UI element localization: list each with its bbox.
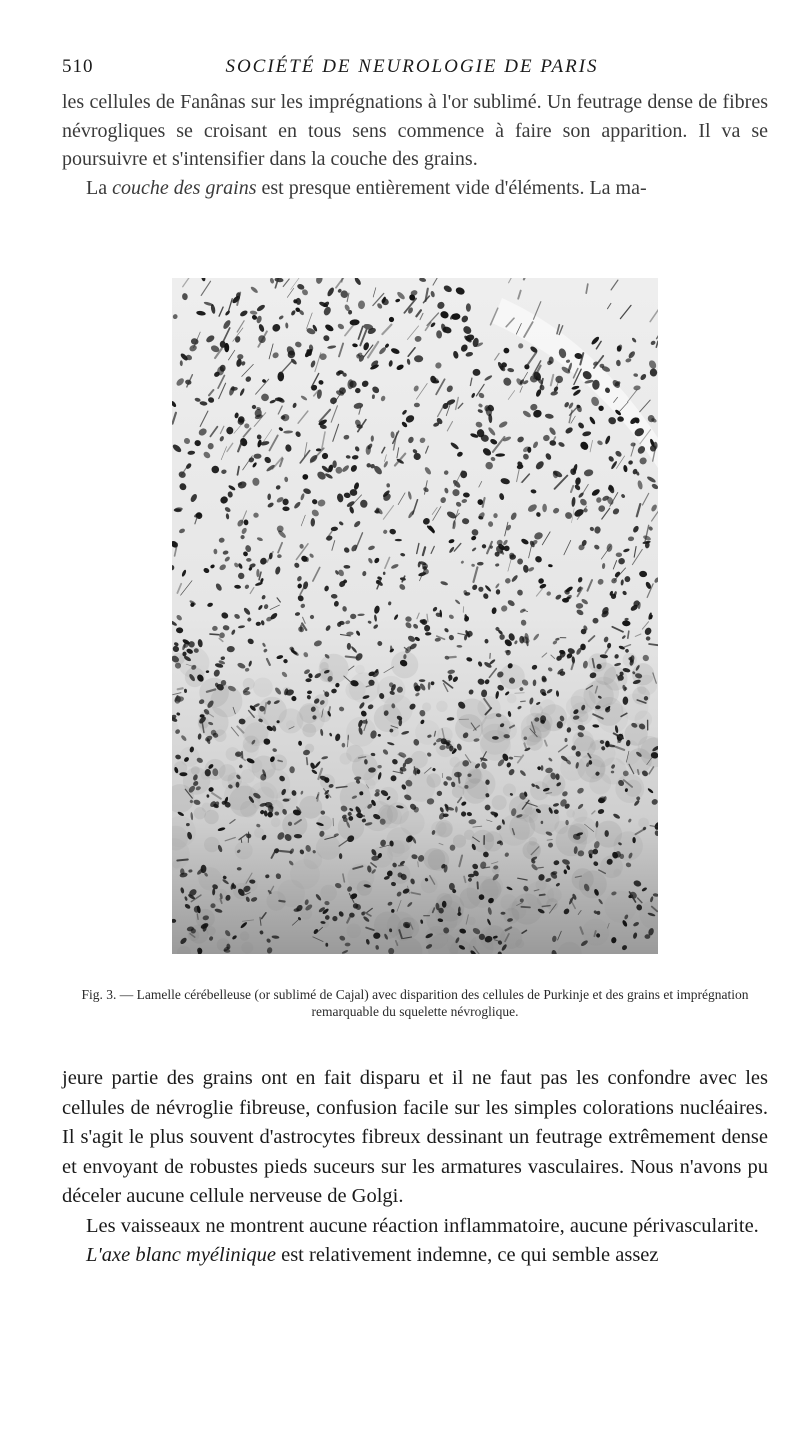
caption-label: Fig. 3. — (81, 987, 134, 1002)
mottle-shade (277, 880, 305, 908)
glial-fibre (307, 758, 308, 765)
glial-fibre (357, 815, 364, 816)
nucleus-dot (433, 380, 440, 383)
glial-fibre (450, 676, 451, 681)
mottle-shade (467, 917, 475, 925)
glial-fibre (177, 860, 188, 861)
glial-fibre (628, 631, 629, 638)
italic-term: L'axe blanc myélinique (86, 1244, 276, 1266)
mottle-shade (282, 812, 307, 837)
page-header (62, 56, 762, 84)
mottle-shade (242, 741, 259, 758)
mottle-shade (613, 869, 621, 877)
mottle-shade (570, 817, 598, 845)
paragraph-white-axis (62, 1241, 768, 1271)
paragraph-continued: les cellules de Fanânas sur les imprégnations à l'or sublimé. Un feutrage dense de fibres névrogliques se croisant en tous sens commence à faire son apparition. Il va se poursuivre et s'intensifier dans la couche des grains. (62, 91, 768, 170)
figure-caption (62, 986, 768, 1020)
page-number: 510 (62, 56, 94, 77)
mottle-shade (240, 931, 250, 941)
mottle-shade (464, 830, 474, 840)
mottle-shade (572, 868, 594, 890)
mottle-shade (411, 751, 428, 768)
mottle-shade (320, 885, 337, 902)
mottle-shade (485, 833, 494, 842)
glial-fibre (649, 644, 658, 645)
nucleus-dot (414, 403, 420, 408)
figure-micrograph (172, 278, 658, 954)
nucleus-dot (466, 303, 471, 312)
mottle-shade (638, 818, 649, 829)
glial-fibre (521, 907, 530, 908)
nucleus-dot (236, 782, 240, 788)
paragraph-text: est presque entièrement vide d'éléments. La ma- (256, 176, 647, 199)
nucleus-dot (179, 772, 187, 776)
mottle-shade (545, 778, 563, 796)
glial-fibre (399, 865, 403, 866)
mottle-shade (435, 820, 453, 838)
mottle-shade (365, 779, 376, 790)
mottle-shade (436, 701, 447, 712)
mottle-shade (585, 759, 605, 779)
glial-fibre (458, 773, 459, 783)
glial-fibre (542, 906, 550, 907)
mottle-shade (500, 927, 522, 949)
mottle-shade (421, 876, 438, 893)
mottle-shade (241, 769, 255, 783)
mottle-shade (450, 757, 461, 768)
nucleus-dot (611, 771, 614, 774)
mottle-shade (204, 837, 220, 853)
mottle-shade (235, 841, 253, 859)
mottle-shade (492, 795, 507, 810)
mottle-shade (566, 809, 575, 818)
mottle-shade (204, 810, 219, 825)
bottom-text-block (62, 1064, 768, 1271)
italic-term: couche des grains (112, 176, 257, 199)
caption-text: Lamelle cérébelleuse (or sublimé de Cajal) avec disparition des cellules de Purkinje et des grains et imprégnation remarquable du squelette névroglique. (136, 987, 749, 1019)
mottle-shade (299, 703, 319, 723)
mottle-shade (253, 678, 273, 698)
mottle-shade (503, 784, 516, 797)
glial-fibre (594, 931, 595, 936)
glial-fibre (178, 688, 183, 689)
micrograph-image (172, 278, 658, 954)
nucleus-dot (414, 355, 423, 362)
glial-fibre (514, 756, 520, 757)
glial-fibre (484, 867, 490, 868)
running-title: SOCIÉTÉ DE NEUROLOGIE DE PARIS (225, 56, 599, 77)
glial-fibre (210, 634, 219, 635)
nucleus-dot (347, 643, 351, 650)
mottle-shade (357, 880, 372, 895)
mottle-shade (321, 920, 329, 928)
glial-fibre (197, 914, 198, 919)
paragraph-vessels: Les vaisseaux ne montrent aucune réaction inflammatoire, aucune périvascularite. (86, 1214, 759, 1237)
glial-fibre (346, 657, 358, 658)
glial-fibre (638, 770, 639, 774)
paragraph-majority: jeure partie des grains ont en fait disparu et il ne faut pas les confondre avec les cellules de névroglie fibreuse, confusion facile sur les simples colorations nucléaires. Il s'agit le plus souvent d'astrocytes fibreux dessinant un feutrage extrêmement dense et envoyant de robustes pieds suceurs sur les armatures vasculaires. Nous n'avons pu déceler aucune cellule nerveuse de Golgi. (62, 1067, 768, 1207)
paragraph-text: est relativement indemne, ce qui semble assez (275, 1244, 659, 1266)
glial-fibre (540, 895, 545, 896)
mottle-shade (347, 924, 362, 939)
nucleus-dot (542, 504, 547, 512)
glial-fibre (427, 614, 428, 621)
mottle-shade (507, 694, 517, 704)
glial-fibre (418, 862, 419, 867)
glial-fibre (278, 761, 282, 762)
mottle-shade (286, 720, 295, 729)
mottle-shade (346, 745, 363, 762)
paragraph-grain-layer (62, 174, 768, 203)
mottle-shade (627, 748, 652, 773)
mottle-shade (271, 817, 281, 827)
glial-fibre (279, 901, 284, 902)
mottle-shade (422, 702, 431, 711)
glial-fibre (521, 701, 526, 702)
mottle-shade (241, 942, 253, 954)
top-text-block (62, 88, 768, 202)
paragraph-text: La (86, 176, 113, 199)
glial-fibre (449, 657, 455, 658)
glial-fibre (538, 867, 544, 868)
mottle-shade (172, 860, 180, 868)
glial-fibre (280, 851, 292, 852)
mottle-shade (527, 842, 541, 856)
mottle-shade (500, 664, 525, 689)
nucleus-dot (616, 553, 622, 558)
mottle-shade (453, 835, 466, 848)
mottle-shade (536, 879, 547, 890)
mottle-shade (452, 786, 464, 798)
